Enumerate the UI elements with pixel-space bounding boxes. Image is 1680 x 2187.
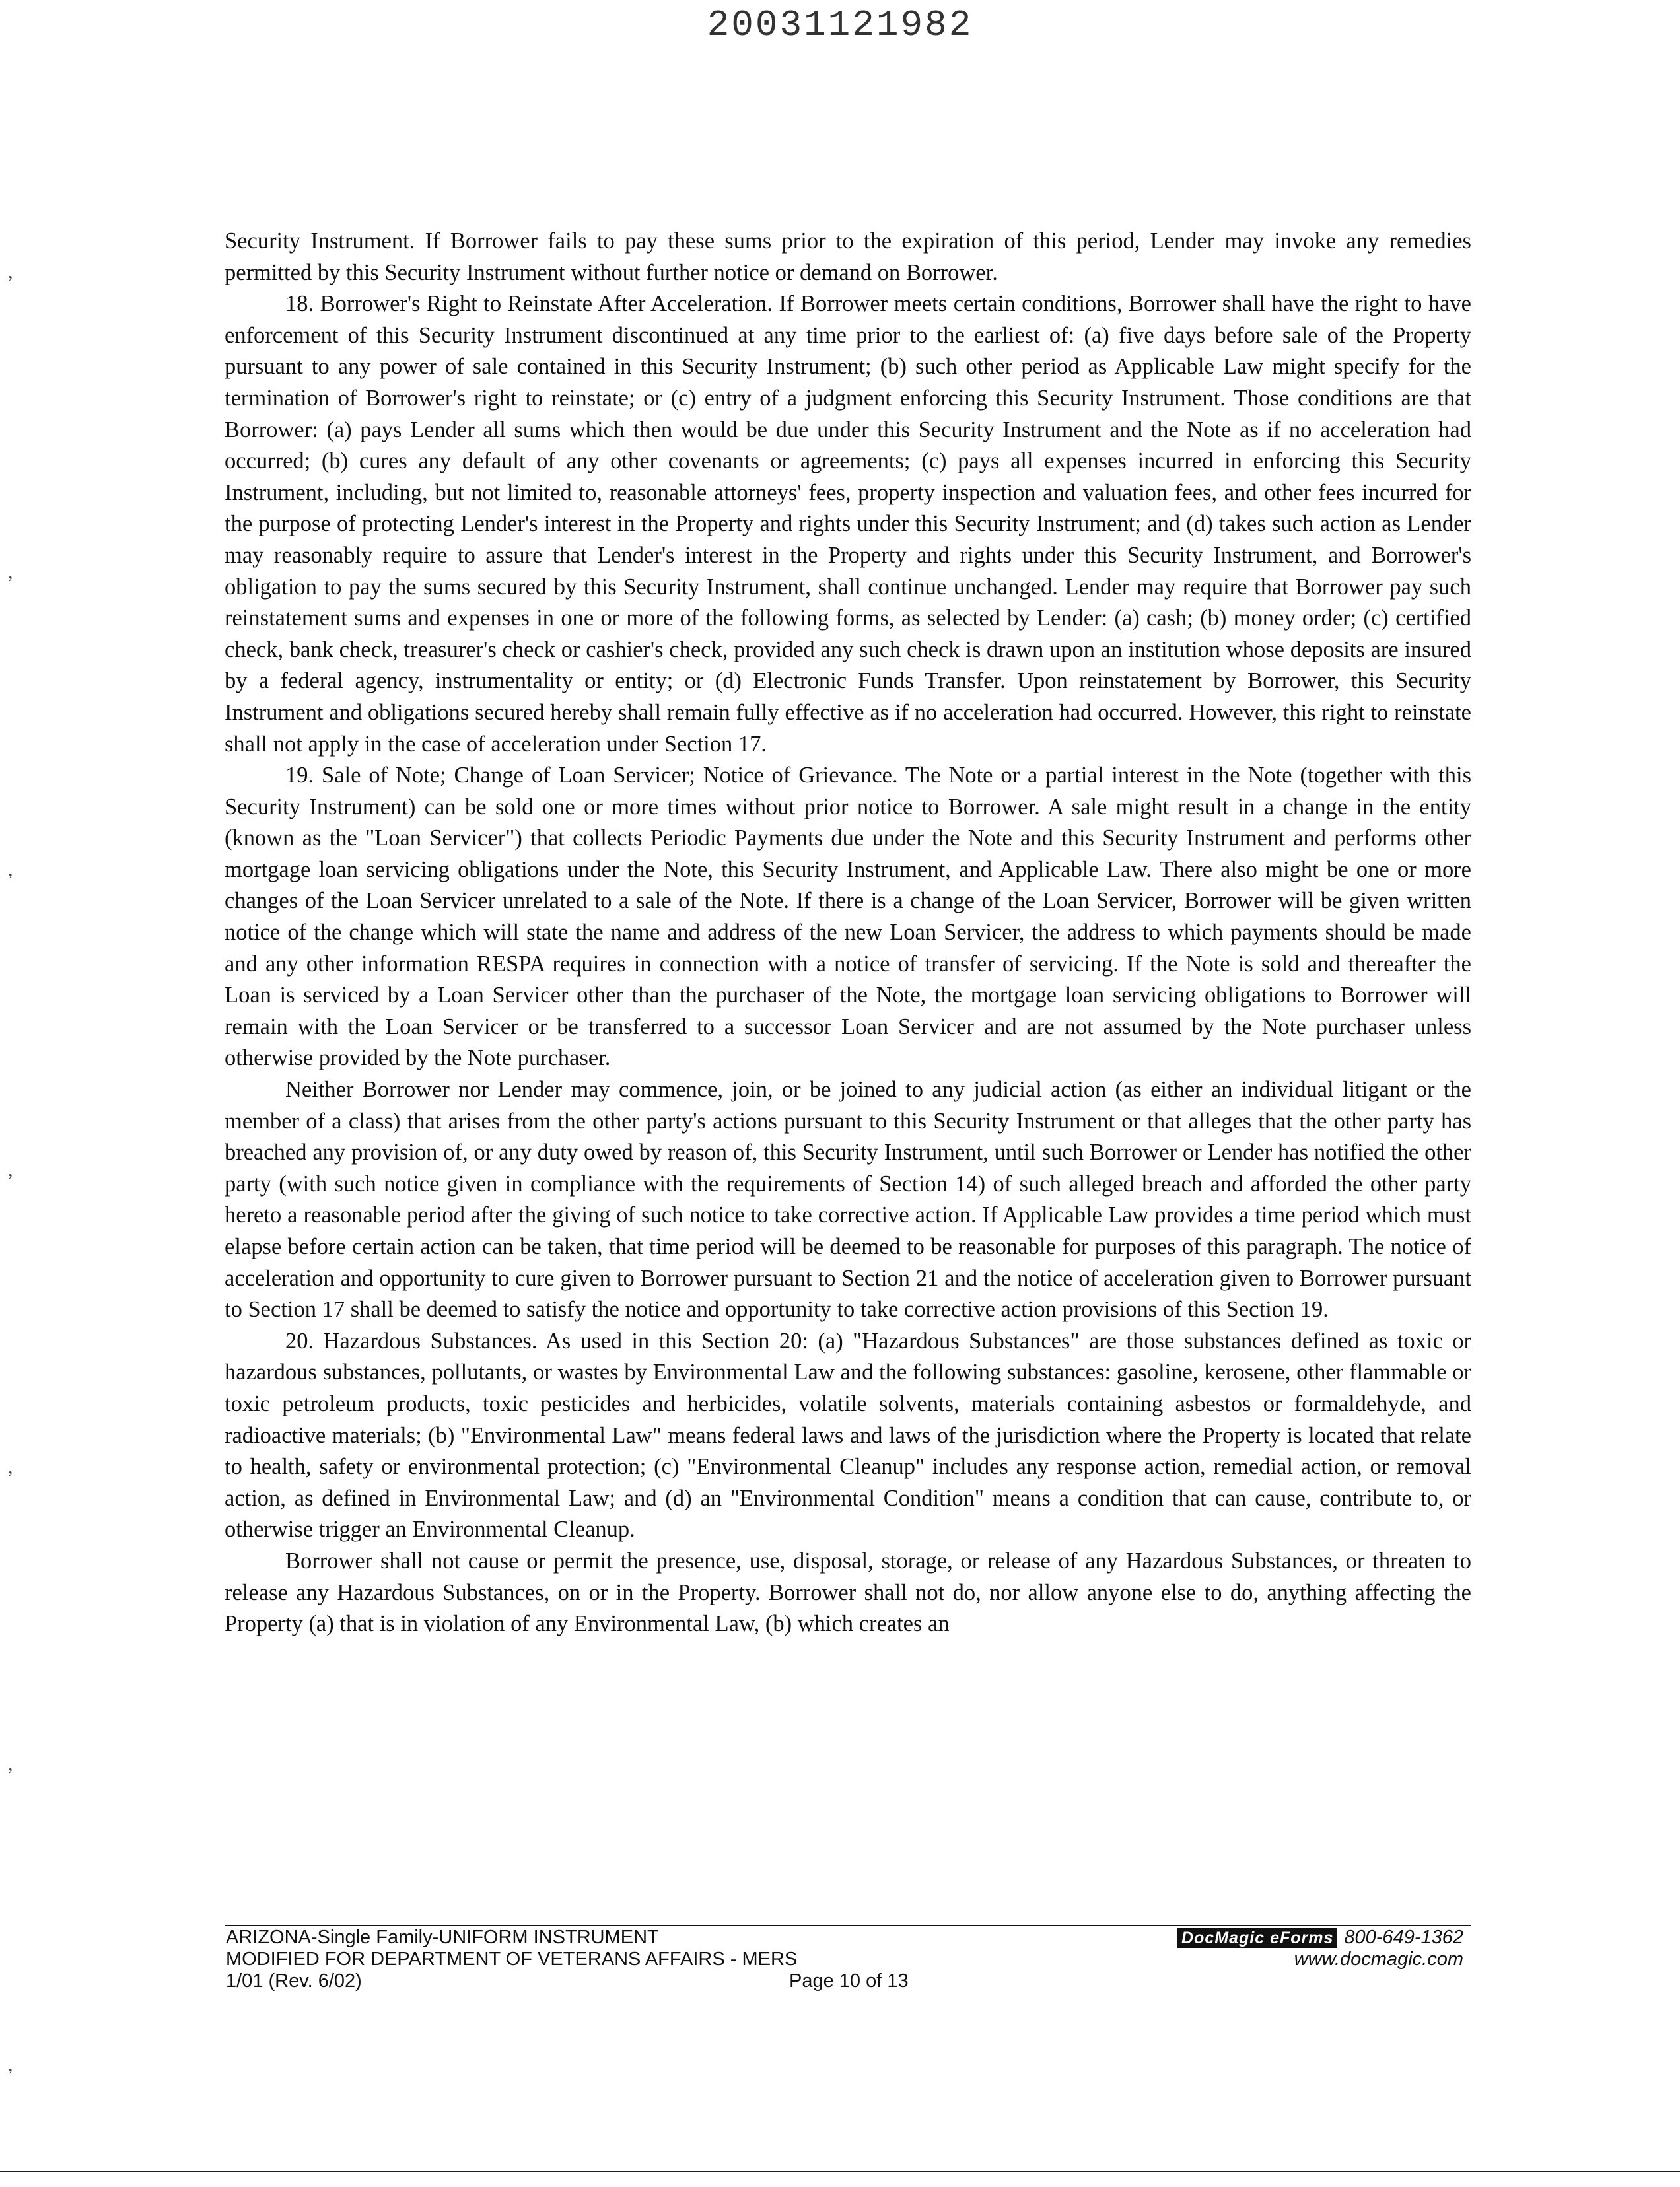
margin-mark: , xyxy=(8,1753,13,1775)
section-19-grievance: Neither Borrower nor Lender may commence, join, or be joined to any judicial action (as either an individual litigant or the member of a class) that arises from the other party's actions pursuant to this Security Instrument or that alleges that the other party has breached any provision of, or any duty owed by reason of, this Security Instrument, until such Borrower or Lender has notified the other party (with such notice given in compliance with the requirements of Section 14) of such alleged breach and afforded the other party hereto a reasonable period after the giving of such notice to take corrective action. If Applicable Law provides a time period which must elapse before certain action can be taken, that time period will be deemed to be reasonable for purposes of this paragraph. The notice of acceleration and opportunity to cure given to Borrower pursuant to Section 21 and the notice of acceleration given to Borrower pursuant to Section 17 shall be deemed to satisfy the notice and opportunity to take corrective action provisions of this Section 19. xyxy=(225,1077,1471,1323)
document-body xyxy=(225,226,1471,1640)
vendor-footer xyxy=(1177,1927,1463,1970)
form-revision-date: 1/01 (Rev. 6/02) xyxy=(226,1970,362,1992)
section-20-hazardous-substances: 20. Hazardous Substances. As used in this Section 20: (a) "Hazardous Substances" are those substances defined as toxic or hazardous substances, pollutants, or wastes by Environmental Law and the following substances: gasoline, kerosene, other flammable or toxic petroleum products, toxic pesticides and herbicides, volatile solvents, materials containing asbestos or formaldehyde, and radioactive materials; (b) "Environmental Law" means federal laws and laws of the jurisdiction where the Property is located that relate to health, safety or environmental protection; (c) "Environmental Cleanup" includes any response action, remedial action, or removal action, as defined in Environmental Law; and (d) an "Environmental Condition" means a condition that can cause, contribute to, or otherwise trigger an Environmental Cleanup. xyxy=(225,1328,1471,1543)
scan-edge-line xyxy=(0,2171,1680,2172)
margin-mark: , xyxy=(8,1159,13,1181)
footer-divider xyxy=(225,1925,1471,1926)
vendor-phone: 800-649-1362 xyxy=(1344,1927,1463,1948)
section-20-borrower-obligations: Borrower shall not cause or permit the presence, use, disposal, storage, or release of any Hazardous Substances, or threaten to release any Hazardous Substances, on or in the Property. Borrower shall not do, nor allow anyone else to do, anything affecting the Property (a) that is in violation of any Environmental Law, (b) which creates an xyxy=(225,1548,1471,1637)
form-title: ARIZONA-Single Family-UNIFORM INSTRUMENT xyxy=(226,1927,659,1948)
paragraph-continuation: Security Instrument. If Borrower fails to pay these sums prior to the expiration of this period, Lender may invoke any remedies permitted by this Security Instrument without further notice or demand on Borrower. xyxy=(225,228,1471,285)
margin-mark: , xyxy=(8,561,13,583)
section-18-reinstatement: 18. Borrower's Right to Reinstate After Acceleration. If Borrower meets certain conditions, Borrower shall have the right to have enforcement of this Security Instrument discontinued at any time prior to the earliest of: (a) five days before sale of the Property pursuant to any power of sale contained in this Security Instrument; (b) such other period as Applicable Law might specify for the termination of Borrower's right to reinstate; or (c) entry of a judgment enforcing this Security Instrument. Those conditions are that Borrower: (a) pays Lender all sums which then would be due under this Security Instrument and the Note as if no acceleration had occurred; (b) cures any default of any other covenants or agreements; (c) pays all expenses incurred in enforcing this Security Instrument, including, but not limited to, reasonable attorneys' fees, property inspection and valuation fees, and other fees incurred for the purpose of protecting Lender's interest in the Property and rights under this Security Instrument; and (d) takes such action as Lender may reasonably require to assure that Lender's interest in the Property and rights under this Security Instrument, and Borrower's obligation to pay the sums secured by this Security Instrument, shall continue unchanged. Lender may require that Borrower pay such reinstatement sums and expenses in one or more of the following forms, as selected by Lender: (a) cash; (b) money order; (c) certified check, bank check, treasurer's check or cashier's check, provided any such check is drawn upon an institution whose deposits are insured by a federal agency, instrumentality or entity; or (d) Electronic Funds Transfer. Upon reinstatement by Borrower, this Security Instrument and obligations secured hereby shall remain fully effective as if no acceleration had occurred. However, this right to reinstate shall not apply in the case of acceleration under Section 17. xyxy=(225,291,1471,757)
margin-mark: , xyxy=(8,858,13,880)
section-19-sale-of-note: 19. Sale of Note; Change of Loan Servicer; Notice of Grievance. The Note or a partial interest in the Note (together with this Security Instrument) can be sold one or more times without prior notice to Borrower. A sale might result in a change in the entity (known as the "Loan Servicer") that collects Periodic Payments due under the Note and this Security Instrument and performs other mortgage loan servicing obligations under the Note, this Security Instrument, and Applicable Law. There also might be one or more changes of the Loan Servicer unrelated to a sale of the Note. If there is a change of the Loan Servicer, Borrower will be given written notice of the change which will state the name and address of the new Loan Servicer, the address to which payments should be made and any other information RESPA requires in connection with a notice of transfer of servicing. If the Note is sold and thereafter the Loan is serviced by a Loan Servicer other than the purchaser of the Note, the mortgage loan servicing obligations to Borrower will remain with the Loan Servicer or be transferred to a successor Loan Servicer and are not assumed by the Note purchaser unless otherwise provided by the Note purchaser. xyxy=(225,763,1471,1071)
form-revision xyxy=(226,1970,1084,1992)
recording-number: 20031121982 xyxy=(707,4,973,46)
form-modification: MODIFIED FOR DEPARTMENT OF VETERANS AFFAIRS - MERS xyxy=(226,1949,798,1970)
margin-mark: , xyxy=(8,261,13,283)
page-number: Page 10 of 13 xyxy=(789,1970,909,1992)
docmagic-logo: DocMagic eForms xyxy=(1177,1928,1337,1948)
form-footer xyxy=(226,1927,1084,1992)
margin-mark: , xyxy=(8,1456,13,1478)
margin-mark: , xyxy=(8,2054,13,2075)
vendor-website: www.docmagic.com xyxy=(1294,1949,1463,1970)
